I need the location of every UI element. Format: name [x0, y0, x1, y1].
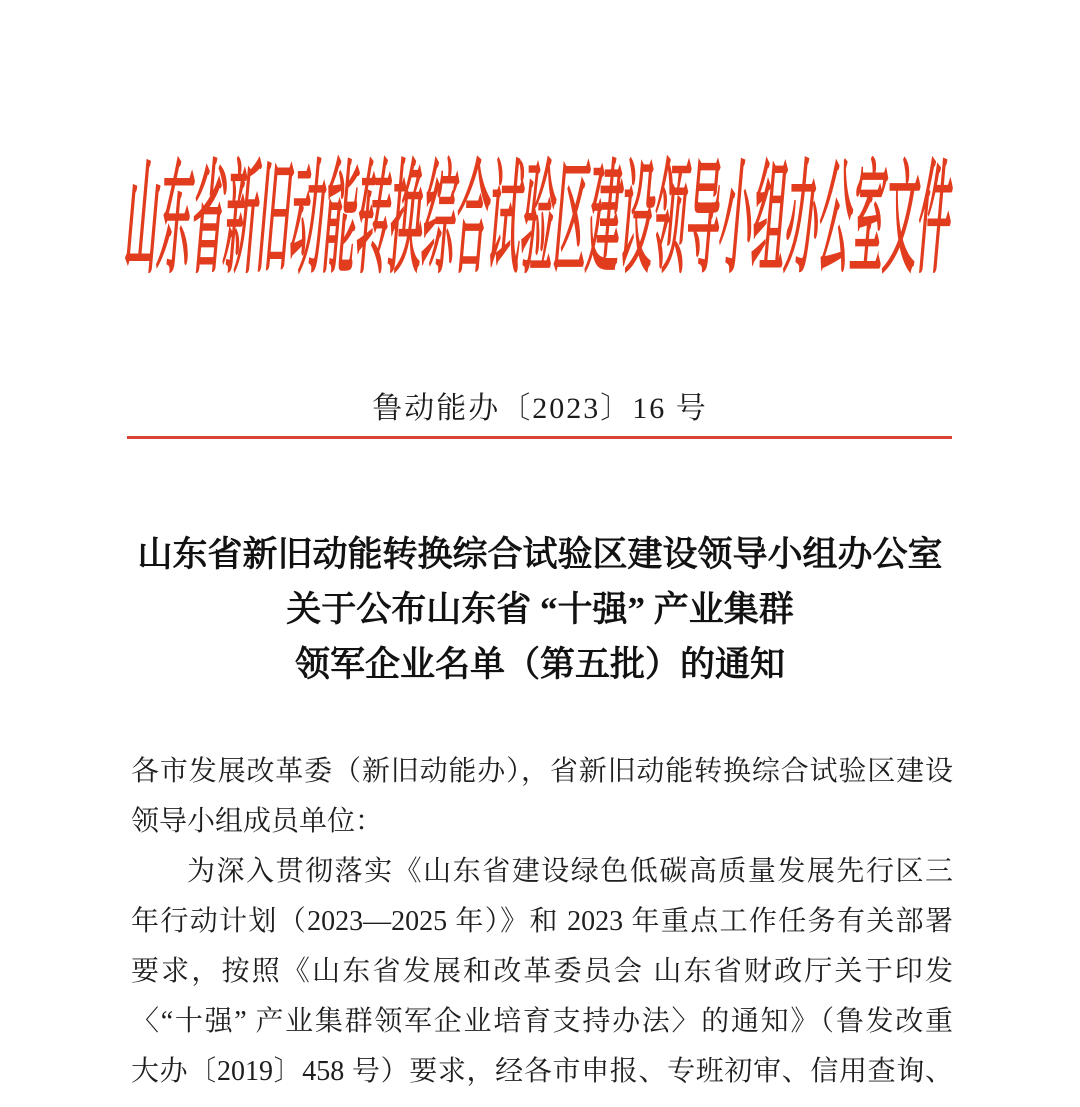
- document-title: [0, 527, 1080, 692]
- body-text-line: 年行动计划（2023—2025 年）》和 2023 年重点工作任务有关部署: [131, 906, 953, 937]
- body-text-line: 各市发展改革委（新旧动能办），省新旧动能转换综合试验区建设: [131, 756, 953, 787]
- body-paragraph: [131, 847, 953, 1097]
- document-title-line-3: 领军企业名单（第五批）的通知: [294, 645, 785, 684]
- letterhead: [0, 148, 1080, 289]
- body-text-line: 为深入贯彻落实《山东省建设绿色低碳高质量发展先行区三: [187, 856, 953, 887]
- body-text-line: 大办〔2019〕458 号）要求，经各市申报、专班初审、信用查询、: [131, 1056, 953, 1087]
- document-title-line-1: 山东省新旧动能转换综合试验区建设领导小组办公室: [137, 535, 943, 574]
- document-number: 鲁动能办〔2023〕16 号: [372, 392, 708, 425]
- body-text-line: 要求，按照《山东省发展和改革委员会 山东省财政厅关于印发: [131, 956, 953, 987]
- salutation-paragraph: [131, 747, 953, 847]
- body-text-line: 〈“十强” 产业集群领军企业培育支持办法〉的通知》（鲁发改重: [131, 1006, 953, 1037]
- letterhead-divider: [127, 436, 952, 439]
- body-text-line: 领导小组成员单位：: [131, 806, 384, 837]
- letterhead-org-title: 山东省新旧动能转换综合试验区建设领导小组办公室文件: [120, 151, 958, 289]
- document-body: [131, 747, 953, 1097]
- document-title-line-2: 关于公布山东省 “十强” 产业集群: [286, 590, 794, 629]
